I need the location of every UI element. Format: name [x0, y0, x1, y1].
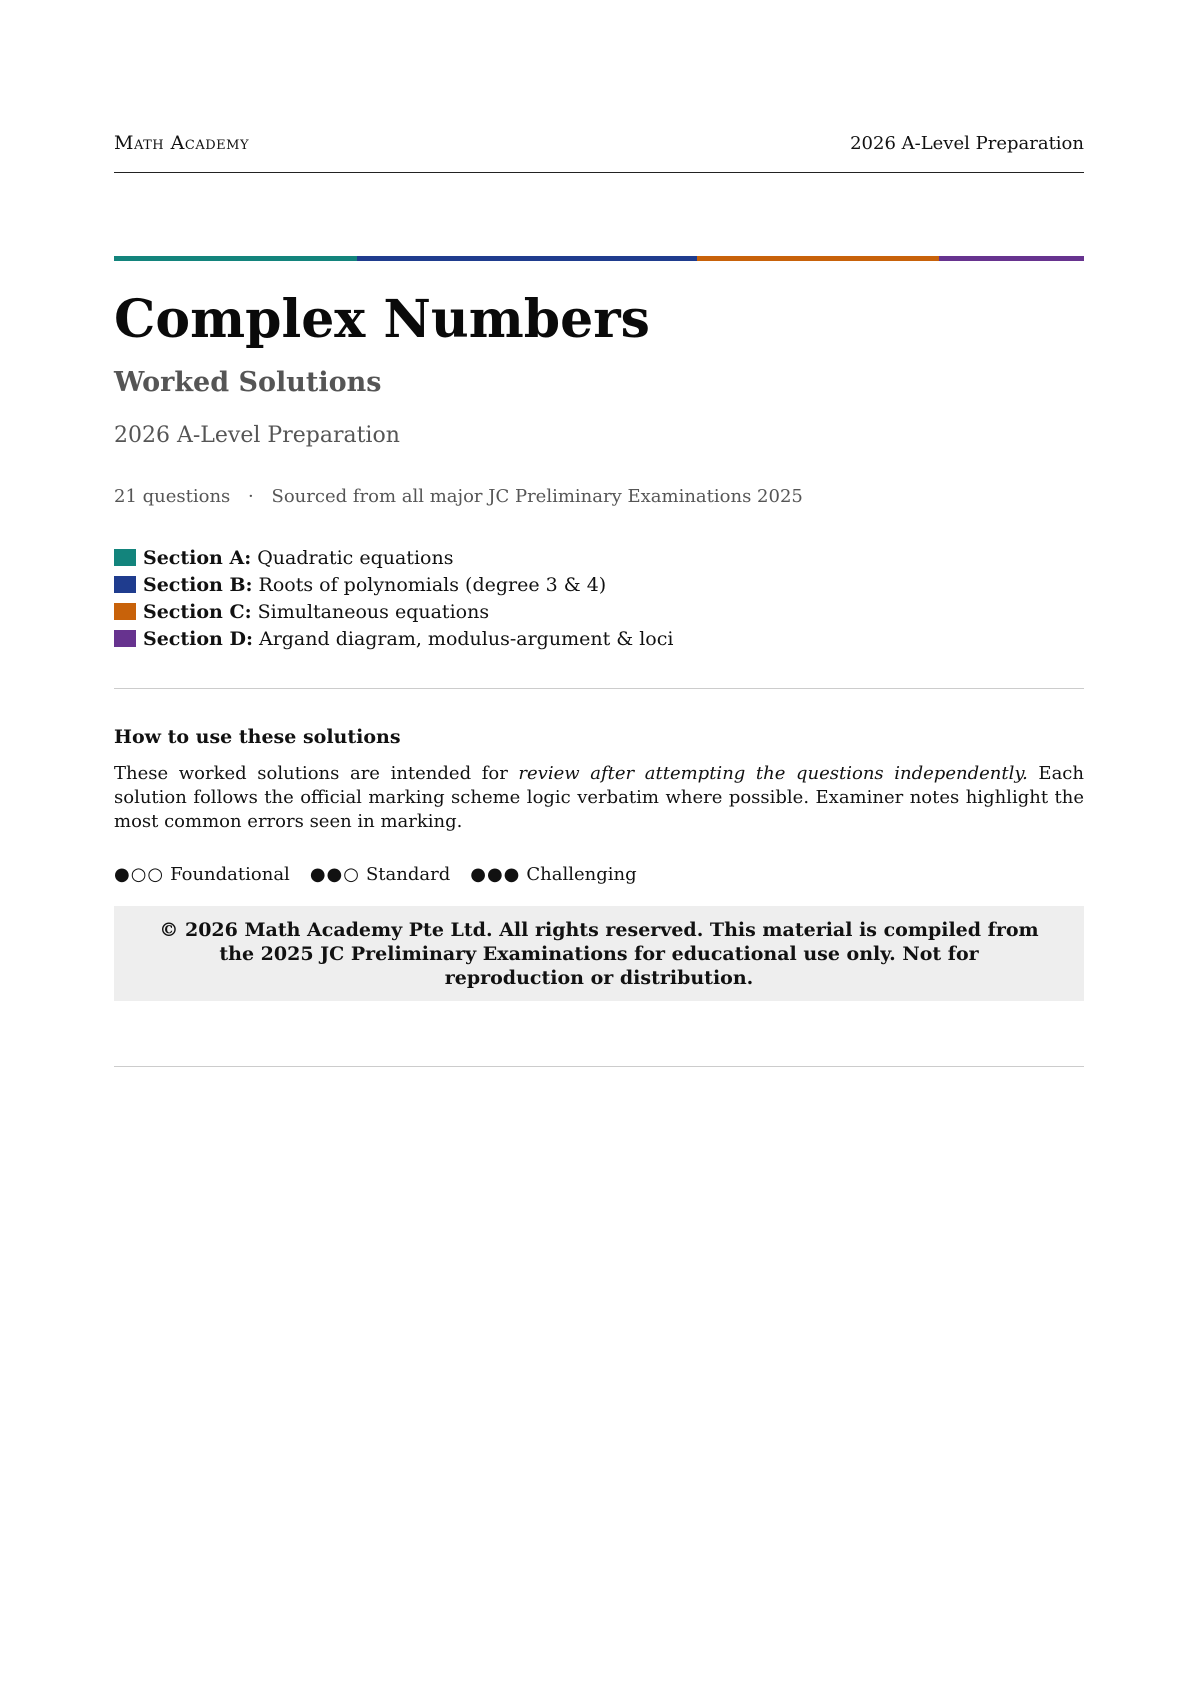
question-count: 21 questions: [114, 486, 231, 507]
brand-name: Math Academy: [114, 132, 250, 154]
copyright-notice: © 2026 Math Academy Pte Ltd. All rights reserved. This material is compiled from the 2025 JC Preliminary Examinations for educational use only. Not for reproduction or distribution.: [114, 906, 1084, 1001]
difficulty-label: Standard: [365, 864, 451, 885]
difficulty-label: Foundational: [170, 864, 290, 885]
difficulty-standard: [310, 864, 450, 886]
page-title: Complex Numbers: [114, 289, 650, 350]
section-item-c: [114, 598, 673, 625]
section-label: Section B:: [143, 573, 253, 596]
source-note: Sourced from all major JC Preliminary Examinations 2025: [271, 486, 803, 507]
header-course-label: 2026 A-Level Preparation: [850, 133, 1084, 154]
difficulty-dots-icon: ●●○: [309, 864, 360, 885]
running-header: [114, 132, 1084, 154]
band-section-c: [697, 256, 939, 261]
section-list: [114, 544, 673, 652]
difficulty-challenging: [470, 864, 636, 886]
divider-bottom: [114, 1066, 1084, 1067]
section-d-swatch: [114, 630, 136, 647]
meta-separator: ·: [248, 486, 254, 507]
section-topic: Quadratic equations: [257, 546, 454, 569]
section-topic: Argand diagram, modulus-argument & loci: [258, 627, 674, 650]
divider-top: [114, 688, 1084, 689]
howto-body-start: These worked solutions are intended for: [114, 763, 519, 784]
howto-body: [114, 762, 1084, 834]
difficulty-dots-icon: ●●●: [470, 864, 521, 885]
section-item-a: [114, 544, 673, 571]
section-label: Section D:: [143, 627, 253, 650]
meta-line: [114, 486, 803, 508]
section-c-swatch: [114, 603, 136, 620]
section-a-swatch: [114, 549, 136, 566]
howto-body-emphasis: review after attempting the questions independently.: [518, 763, 1028, 784]
section-label: Section A:: [143, 546, 252, 569]
band-section-a: [114, 256, 357, 261]
prep-line: 2026 A-Level Preparation: [114, 423, 400, 448]
difficulty-label: Challenging: [526, 864, 637, 885]
section-topic: Roots of polynomials (degree 3 & 4): [258, 573, 607, 596]
section-item-d: [114, 625, 673, 652]
section-b-swatch: [114, 576, 136, 593]
difficulty-dots-icon: ●○○: [114, 864, 165, 885]
difficulty-foundational: [114, 864, 290, 886]
howto-body-end: Each solution follows the official marking scheme logic verbatim where possible. Examiner notes highlight the most common errors seen in marking.: [114, 763, 1084, 832]
howto-heading: How to use these solutions: [114, 726, 401, 748]
section-color-band: [114, 256, 1084, 261]
band-section-b: [357, 256, 697, 261]
section-topic: Simultaneous equations: [257, 600, 490, 623]
page-subtitle: Worked Solutions: [114, 367, 382, 398]
difficulty-legend: [114, 864, 637, 886]
section-item-b: [114, 571, 673, 598]
header-divider: [114, 172, 1084, 173]
band-section-d: [939, 256, 1084, 261]
section-label: Section C:: [143, 600, 252, 623]
